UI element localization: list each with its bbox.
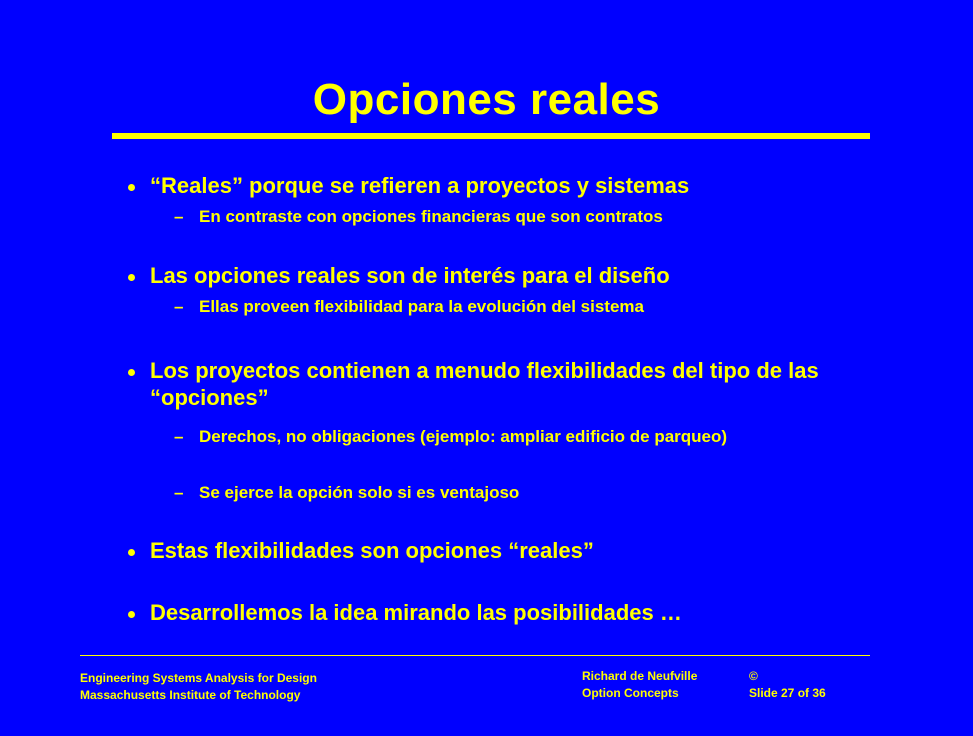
sub-bullet-text: Derechos, no obligaciones (ejemplo: ampliar edificio de parqueo)	[199, 427, 728, 446]
sub-bullet-text: Ellas proveen flexibilidad para la evolución del sistema	[199, 297, 644, 316]
bullet-text: “Reales” porque se refieren a proyectos y sistemas	[150, 173, 690, 198]
dash-icon: –	[174, 207, 184, 226]
footer-course: Engineering Systems Analysis for Design	[80, 671, 317, 685]
slide-title: Opciones reales	[312, 75, 661, 124]
bullet-text: Estas flexibilidades son opciones “reales”	[150, 538, 594, 563]
bullet-dot-icon	[128, 274, 135, 281]
bullet-dot-icon	[128, 369, 135, 376]
bullet-text: Desarrollemos la idea mirando las posibilidades …	[150, 600, 682, 625]
bullet-text: Los proyectos contienen a menudo flexibilidades del tipo de las “opciones”	[150, 358, 819, 410]
dash-icon: –	[174, 483, 184, 502]
bullet-text: Las opciones reales son de interés para el diseño	[150, 263, 670, 288]
sub-bullet-text: En contraste con opciones financieras que son contratos	[199, 207, 663, 226]
bullet-dot-icon	[128, 611, 135, 618]
copyright-icon: ©	[749, 669, 758, 683]
bullet-dot-icon	[128, 184, 135, 191]
dash-icon: –	[174, 297, 184, 316]
sub-bullet-text: Se ejerce la opción solo si es ventajoso	[199, 483, 520, 502]
footer-divider	[80, 655, 870, 656]
title-underline	[112, 133, 870, 139]
footer-topic: Option Concepts	[582, 686, 679, 700]
footer-institution: Massachusetts Institute of Technology	[80, 688, 301, 702]
dash-icon: –	[174, 427, 184, 446]
footer-slide-number: Slide 27 of 36	[749, 686, 826, 700]
bullet-dot-icon	[128, 549, 135, 556]
footer-author: Richard de Neufville	[582, 669, 698, 683]
